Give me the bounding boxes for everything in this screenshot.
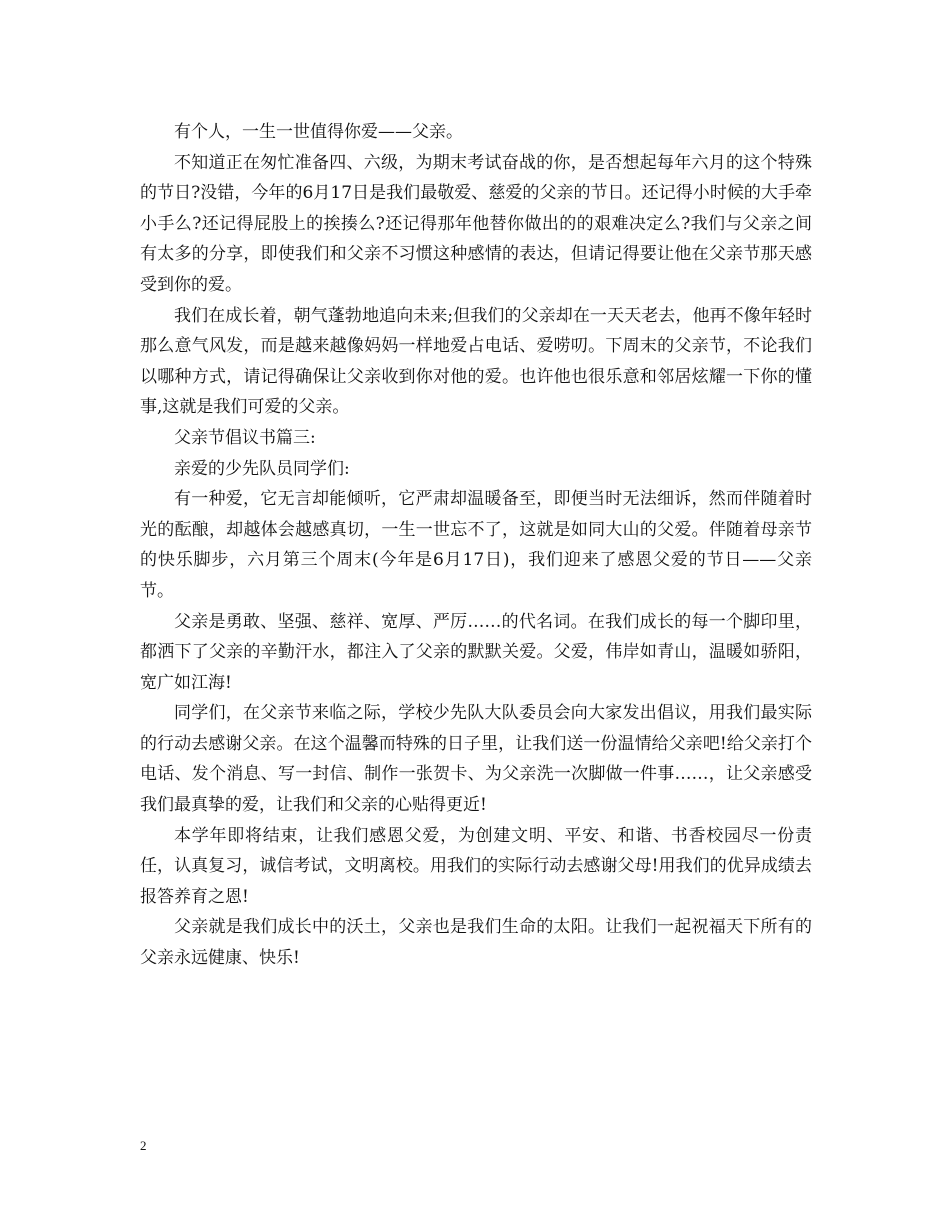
section-heading: 父亲节倡议书篇三: [174, 427, 316, 448]
paragraph-closing: 父亲就是我们成长中的沃土，父亲也是我们生命的太阳。让我们一起祝福天下所有的父亲永远健康、快乐! [140, 917, 812, 969]
paragraph-father-qualities: 父亲是勇敢、坚强、慈祥、宽厚、严厉……的代名词。在我们成长的每一个脚印里，都洒下了父亲的辛勤汗水，都注入了父亲的默默关爱。父爱，伟岸如青山，温暖如骄阳，宽广如江海! [140, 611, 812, 693]
paragraph-growing-up: 我们在成长着，朝气蓬勃地追向未来;但我们的父亲却在一天天老去，他再不像年轻时那么意气风发，而是越来越像妈妈一样地爱占电话、爱唠叨。下周末的父亲节，不论我们以哪种方式，请记得确保让父亲收到你对他的爱。也许他也很乐意和邻居炫耀一下你的懂事,这就是我们可爱的父亲。 [140, 305, 812, 418]
salutation: 亲爱的少先队员同学们: [174, 458, 350, 479]
paragraph-fatherly-love: 有一种爱，它无言却能倾听，它严肃却温暖备至，即便当时无法细诉，然而伴随着时光的酝酿，却越体会越感真切，一生一世忘不了，这就是如同大山的父爱。伴随着母亲节的快乐脚步，六月第三个周末(今年是6月17日)，我们迎来了感恩父爱的节日——父亲节。 [140, 489, 812, 601]
paragraph-school-year: 本学年即将结束，让我们感恩父爱，为创建文明、平安、和谐、书香校园尽一份责任，认真复习，诚信考试，文明离校。用我们的实际行动去感谢父母!用我们的优异成绩去报答养育之恩! [140, 825, 812, 907]
paragraph-festival-reminder: 不知道正在匆忙准备四、六级，为期末考试奋战的你，是否想起每年六月的这个特殊的节日?没错，今年的6月17日是我们最敬爱、慈爱的父亲的节日。还记得小时候的大手牵小手么?还记得屁股上的挨揍么?还记得那年他替你做出的的艰难决定么?我们与父亲之间有太多的分享，即使我们和父亲不习惯这种感情的表达，但请记得要让他在父亲节那天感受到你的爱。 [140, 152, 812, 295]
page-number: 2 [140, 1138, 147, 1153]
paragraph-proposal: 同学们，在父亲节来临之际，学校少先队大队委员会向大家发出倡议，用我们最实际的行动去感谢父亲。在这个温馨而特殊的日子里，让我们送一份温情给父亲吧!给父亲打个电话、发个消息、写一封信、制作一张贺卡、为父亲洗一次脚做一件事……，让父亲感受我们最真挚的爱，让我们和父亲的心贴得更近! [140, 703, 812, 816]
document-body [140, 117, 812, 974]
paragraph-intro: 有个人，一生一世值得你爱——父亲。 [174, 122, 463, 142]
